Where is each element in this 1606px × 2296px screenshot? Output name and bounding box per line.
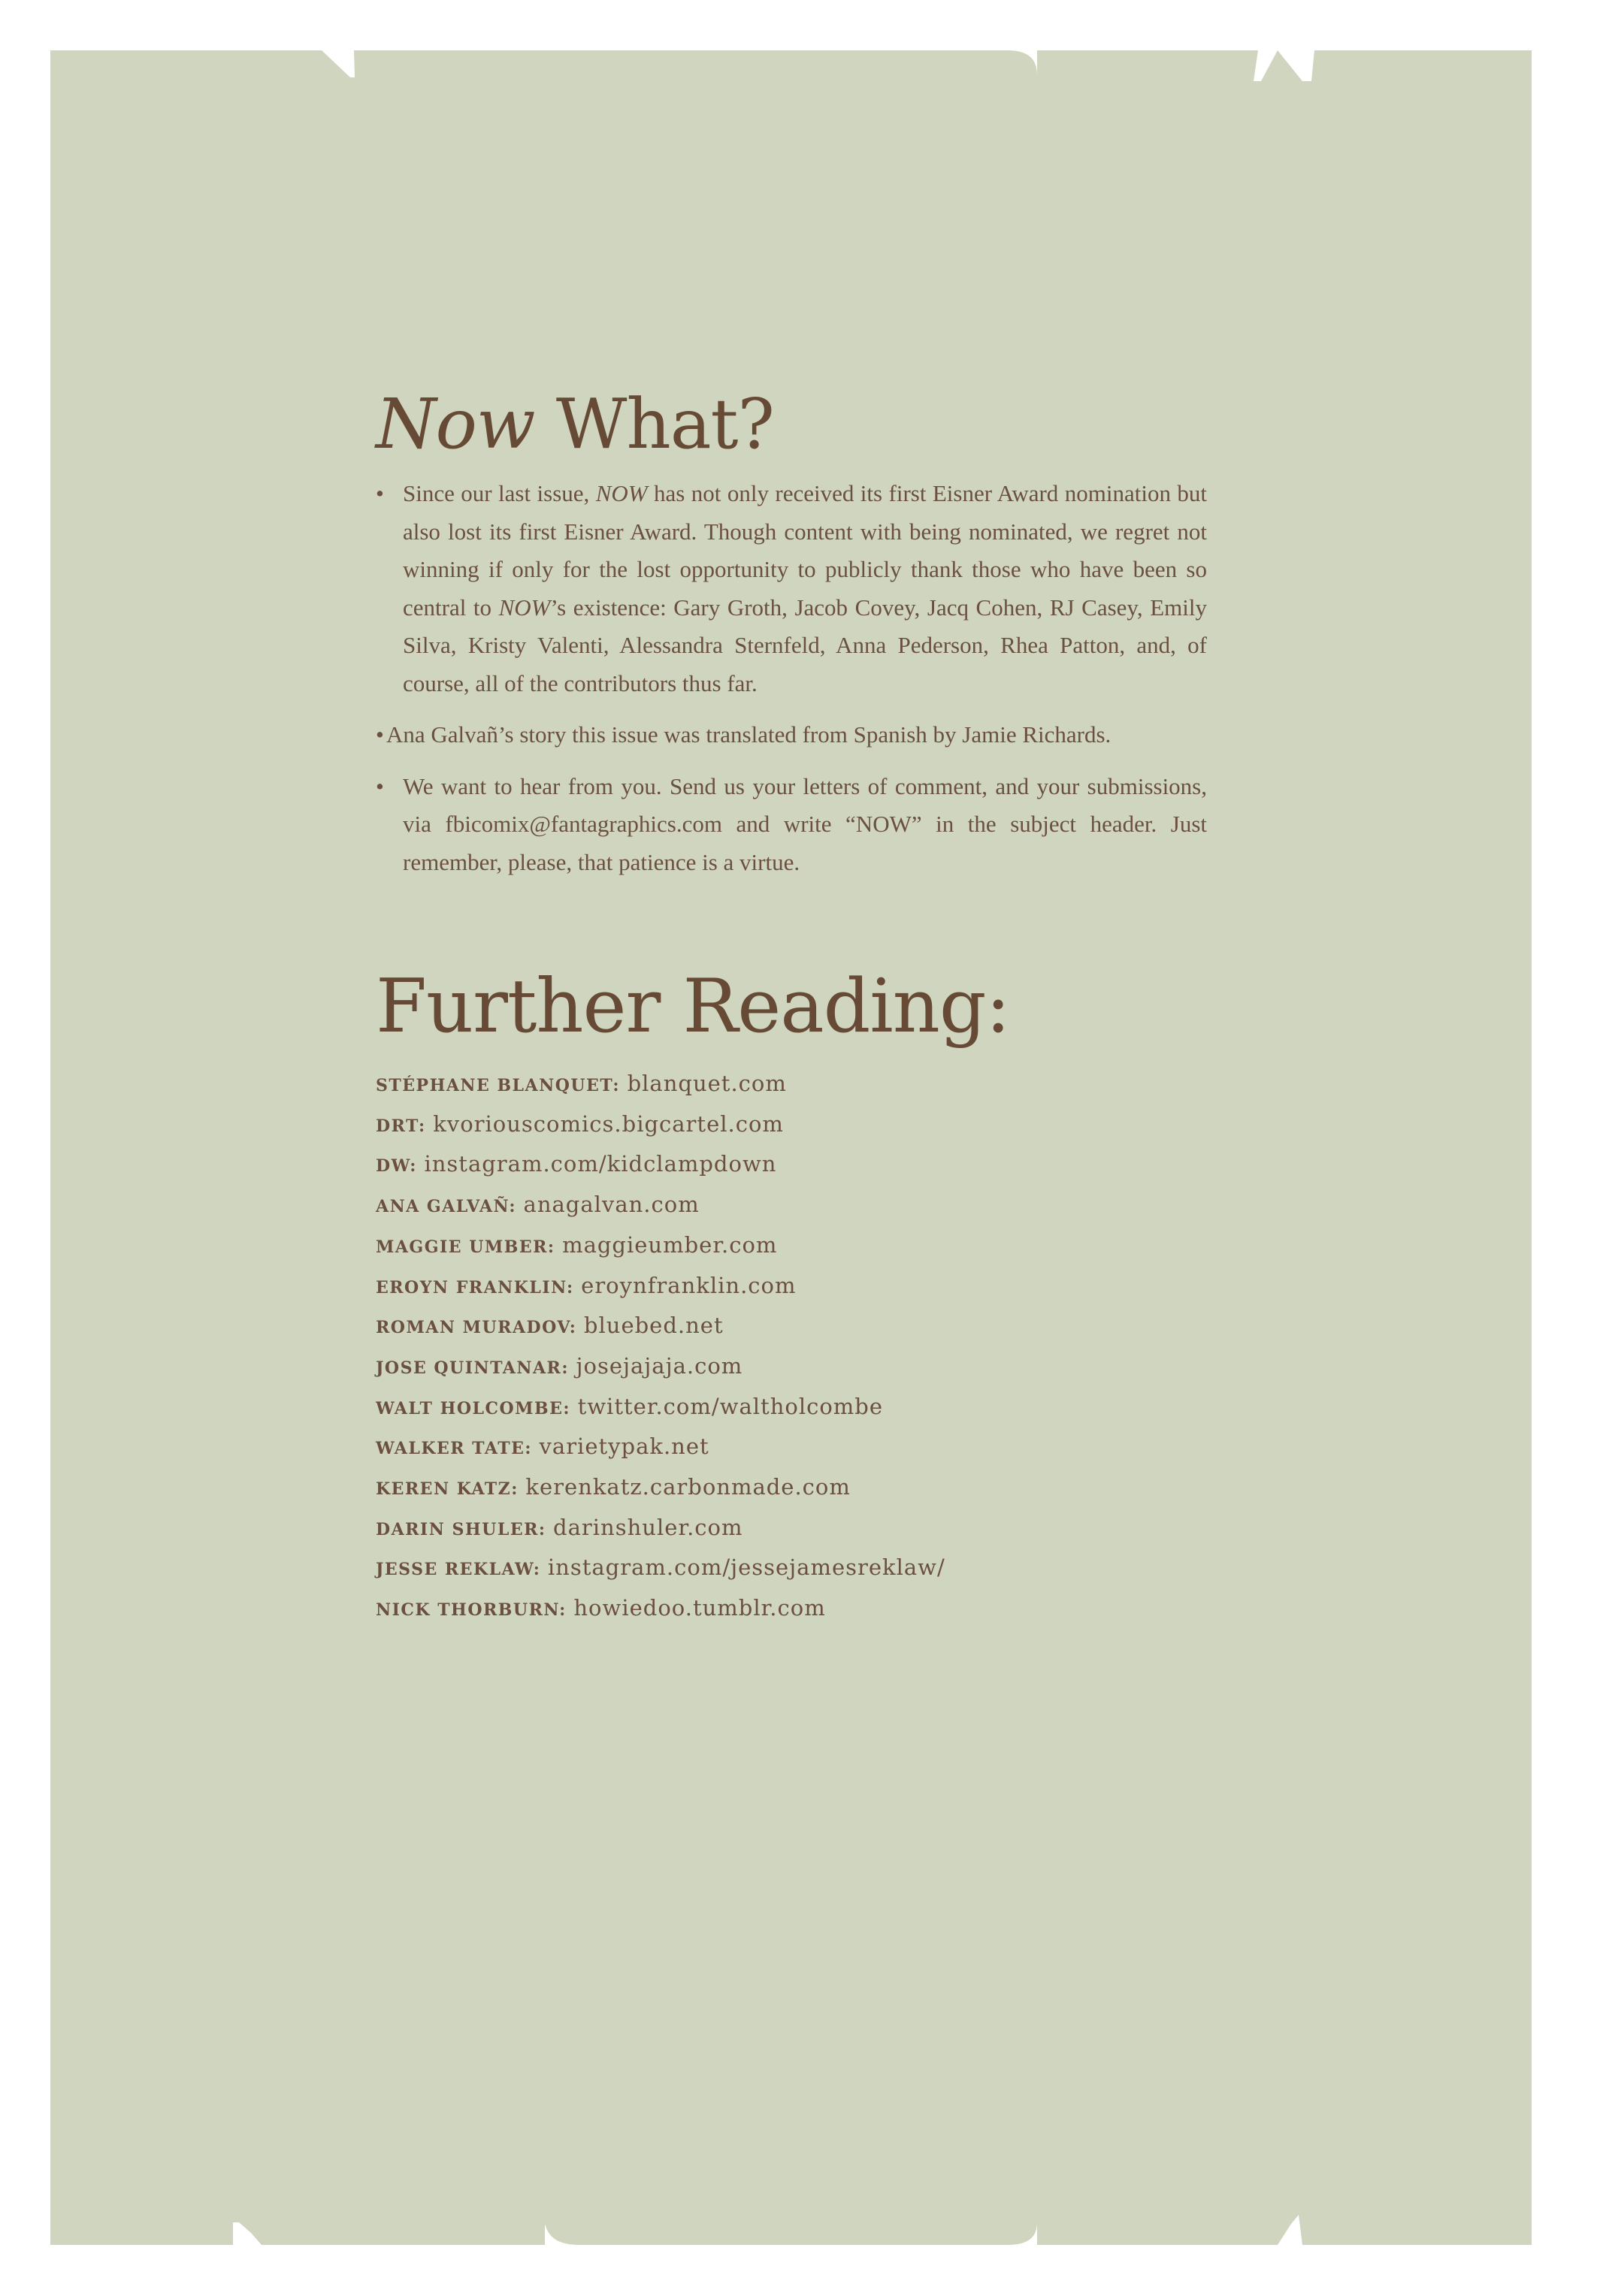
contributor-name: JESSE REKLAW:: [376, 1560, 541, 1580]
further-reading-row: [376, 1509, 1207, 1549]
contributor-url: instagram.com/jessejamesreklaw/: [547, 1554, 945, 1581]
contributor-name: DW:: [376, 1156, 417, 1177]
now-what-item-eisner: [376, 475, 1207, 702]
contributor-name: WALKER TATE:: [376, 1439, 532, 1459]
further-reading-row: [376, 1468, 1207, 1509]
further-reading-row: [376, 1427, 1207, 1468]
eisner-now-2: NOW: [498, 594, 551, 621]
contributor-name: NICK THORBURN:: [376, 1600, 567, 1621]
further-reading-list: [376, 1065, 1207, 1630]
contributor-name: MAGGIE UMBER:: [376, 1237, 555, 1257]
contributor-name: STÉPHANE BLANQUET:: [376, 1076, 621, 1095]
contributor-url: kerenkatz.carbonmade.com: [525, 1474, 851, 1500]
now-what-item-submissions: [376, 768, 1207, 882]
eisner-text-3: ’s existence: Gary Groth, Jacob Covey, Jacq Cohen, RJ Casey, Emily Silva, Kristy Valenti, Alessandra Sternfeld, Anna Pederson, Rhea Patton, and, of course, all of the contributors thus far.: [403, 594, 1207, 696]
bullet-glyph: •: [376, 721, 384, 748]
contributor-url: instagram.com/kidclampdown: [424, 1151, 777, 1177]
submissions-text: We want to hear from you. Send us your letters of comment, and your submissions, via fbicomix@fantagraphics.com and write “NOW” in the subject header. Just remember, please, that patience is a virtue.: [403, 772, 1207, 875]
further-reading-row: [376, 1105, 1207, 1146]
further-reading-row: [376, 1065, 1207, 1105]
contributor-url: darinshuler.com: [553, 1514, 743, 1540]
contributor-url: eroynfranklin.com: [581, 1272, 797, 1298]
contributor-url: howiedoo.tumblr.com: [573, 1595, 826, 1621]
eisner-now-1: NOW: [595, 480, 648, 506]
further-reading-row: [376, 1267, 1207, 1307]
translation-text: Ana Galvañ’s story this issue was translated from Spanish by Jamie Richards.: [386, 721, 1111, 748]
contributor-name: DARIN SHULER:: [376, 1519, 546, 1539]
contributor-url: kvoriouscomics.bigcartel.com: [433, 1110, 784, 1137]
contributor-name: EROYN FRANKLIN:: [376, 1277, 574, 1298]
further-reading-row: [376, 1347, 1207, 1388]
contributor-name: DRT:: [376, 1116, 426, 1136]
contributor-url: anagalvan.com: [523, 1192, 700, 1218]
now-what-list: [376, 475, 1207, 881]
now-what-item-translation: [376, 716, 1207, 754]
contributor-url: maggieumber.com: [562, 1231, 778, 1258]
contributor-name: KEREN KATZ:: [376, 1479, 519, 1500]
further-reading-row: [376, 1388, 1207, 1428]
now-what-heading: [376, 383, 1207, 466]
contributor-name: WALT HOLCOMBE:: [376, 1398, 571, 1418]
contributor-url: josejajaja.com: [576, 1352, 743, 1379]
bullet-glyph: •: [376, 480, 384, 506]
further-reading-row: [376, 1186, 1207, 1226]
contributor-name: ROMAN MURADOV:: [376, 1318, 577, 1338]
further-reading-row: [376, 1145, 1207, 1186]
eisner-text-1: Since our last issue,: [403, 480, 596, 506]
further-reading-heading: Further Reading:: [376, 964, 1010, 1050]
further-reading-row: [376, 1226, 1207, 1267]
contributor-name: JOSE QUINTANAR:: [376, 1358, 569, 1378]
bullet-glyph: •: [376, 772, 384, 799]
contributor-url: bluebed.net: [583, 1313, 724, 1339]
further-reading-row: [376, 1589, 1207, 1630]
content-column: [376, 383, 1207, 1630]
contributor-name: ANA GALVAÑ:: [376, 1197, 516, 1217]
now-what-heading-italic: Now: [376, 384, 535, 464]
contributor-url: blanquet.com: [627, 1071, 787, 1096]
further-reading-row: [376, 1307, 1207, 1347]
contributor-url: twitter.com/waltholcombe: [577, 1393, 884, 1419]
contributor-url: varietypak.net: [539, 1433, 709, 1460]
further-reading-row: [376, 1548, 1207, 1589]
now-what-heading-rest: What?: [534, 384, 774, 464]
eisner-text-2: has not only received its first Eisner Award nomination but also lost its first Eisner Award. Though content with being nominated, we regret not winning if only for the lost opportunity to publicly thank those who have been so central to: [403, 480, 1207, 621]
